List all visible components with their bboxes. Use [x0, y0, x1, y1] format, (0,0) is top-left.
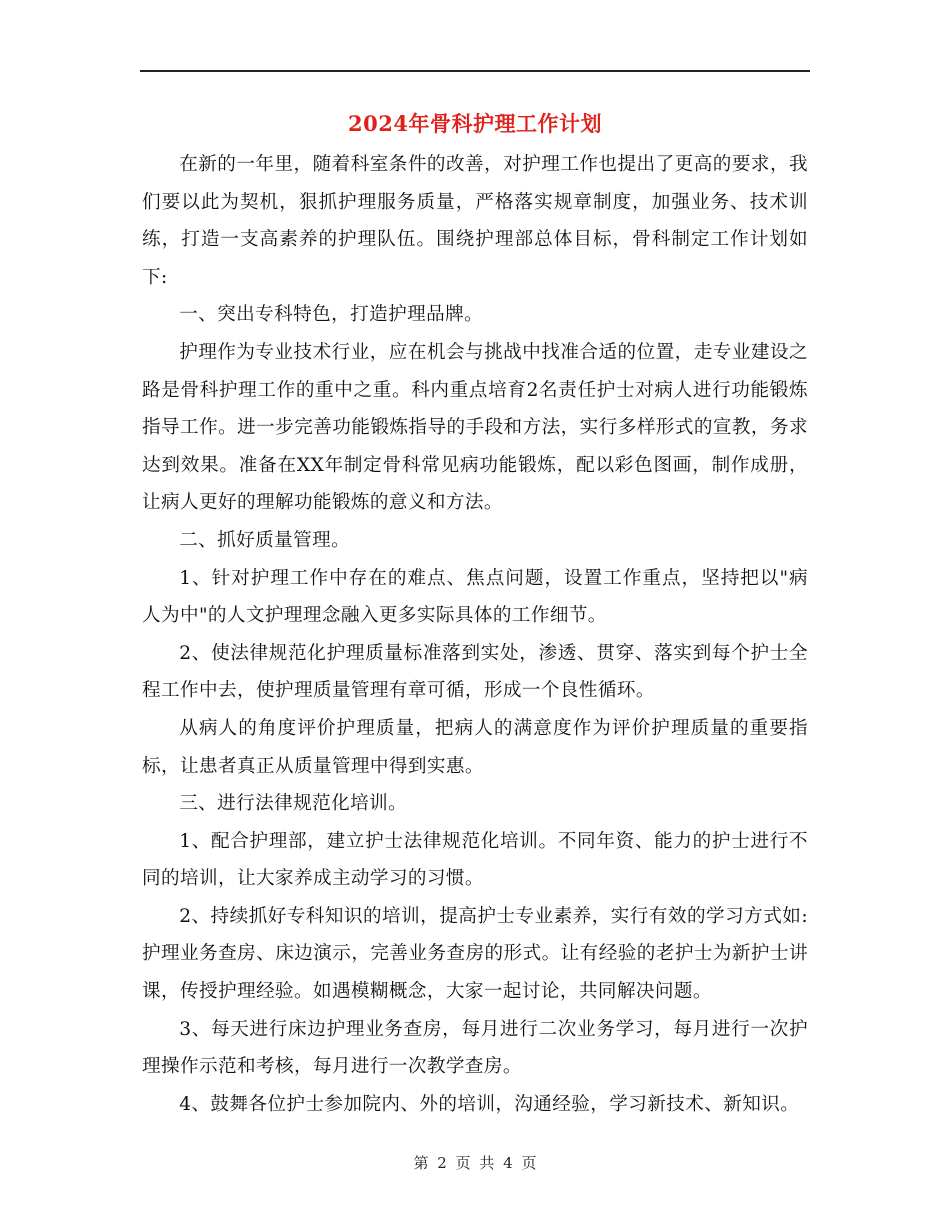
header-rule: [140, 70, 810, 72]
section-2-item-2: 2、使法律规范化护理质量标准落到实处，渗透、贯穿、落实到每个护士全程工作中去，使护理质量管理有章可循，形成一个良性循环。: [142, 642, 808, 702]
section-1-paragraph: 护理作为专业技术行业，应在机会与挑战中找准合适的位置，走专业建设之路是骨科护理工作的重中之重。科内重点培育2名责任护士对病人进行功能锻炼指导工作。进一步完善功能锻炼指导的手段和方法，实行多样形式的宣教，务求达到效果。准备在XX年制定骨科常见病功能锻炼，配以彩色图画，制作成册，让病人更好的理解功能锻炼的意义和方法。: [142, 341, 808, 514]
section-3-item-4: 4、鼓舞各位护士参加院内、外的培训，沟通经验，学习新技术、新知识。: [179, 1093, 800, 1115]
document-body: [142, 146, 808, 1123]
section-3-item-2: 2、持续抓好专科知识的培训，提高护士专业素养，实行有效的学习方式如:护理业务查房、床边演示，完善业务查房的形式。让有经验的老护士为新护士讲课，传授护理经验。如遇模糊概念，大家一起讨论，共同解决问题。: [142, 905, 808, 1003]
section-2-paragraph: 从病人的角度评价护理质量，把病人的满意度作为评价护理质量的重要指标，让患者真正从质量管理中得到实惠。: [142, 717, 808, 777]
intro-paragraph: 在新的一年里，随着科室条件的改善，对护理工作也提出了更高的要求，我们要以此为契机，狠抓护理服务质量，严格落实规章制度，加强业务、技术训练，打造一支高素养的护理队伍。围绕护理部总体目标，骨科制定工作计划如下:: [142, 154, 808, 288]
section-3-item-3: 3、每天进行床边护理业务查房，每月进行二次业务学习，每月进行一次护理操作示范和考核，每月进行一次教学查房。: [142, 1018, 808, 1078]
section-heading-2: 二、抓好质量管理。: [179, 529, 351, 551]
page-footer: 第 2 页 共 4 页: [413, 1154, 537, 1172]
section-2-item-1: 1、针对护理工作中存在的难点、焦点问题，设置工作重点，坚持把以"病人为中"的人文护理理念融入更多实际具体的工作细节。: [142, 567, 808, 627]
section-3-item-1: 1、配合护理部，建立护士法律规范化培训。不同年资、能力的护士进行不同的培训，让大家养成主动学习的习惯。: [142, 830, 808, 890]
document-title: 2024年骨科护理工作计划: [348, 111, 602, 136]
section-heading-1: 一、突出专科特色，打造护理品牌。: [179, 304, 484, 326]
section-heading-3: 三、进行法律规范化培训。: [179, 793, 408, 815]
